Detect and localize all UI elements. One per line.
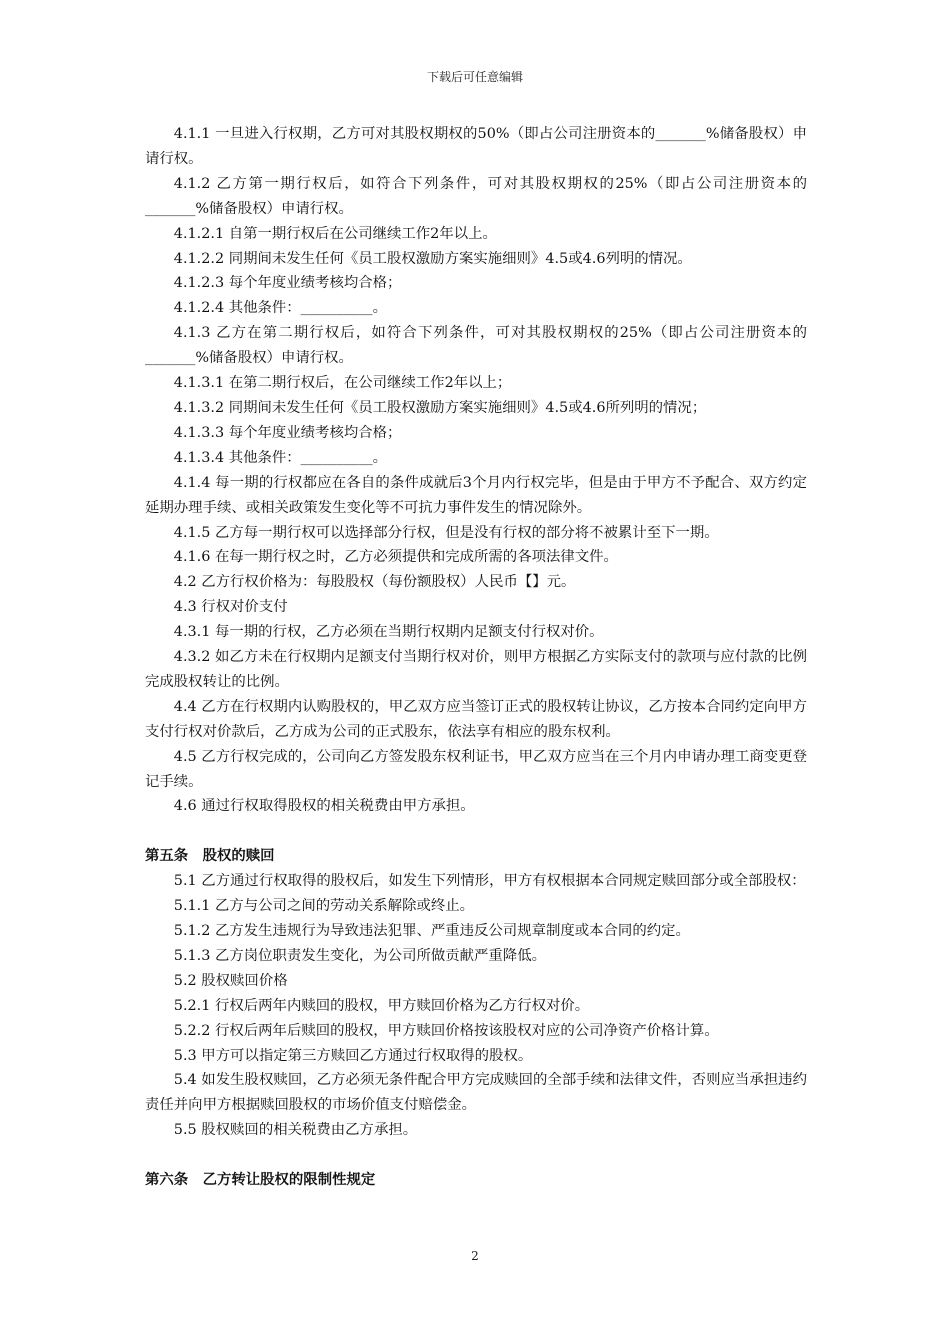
clause-4-4: 4.4 乙方在行权期内认购股权的，甲乙双方应当签订正式的股权转让协议，乙方按本合同约定向甲方支付行权对价款后，乙方成为公司的正式股东，依法享有相应的股东权利。 <box>145 698 807 740</box>
page-number: 2 <box>471 1249 479 1263</box>
clause-5-4: 5.4 如发生股权赎回，乙方必须无条件配合甲方完成赎回的全部手续和法律文件，否则应当承担违约责任并向甲方根据赎回股权的市场价值支付赔偿金。 <box>145 1072 807 1114</box>
clause-4-1-2-4: 4.1.2.4 其他条件：__________。 <box>173 300 388 317</box>
clause-5-3: 5.3 甲方可以指定第三方赎回乙方通过行权取得的股权。 <box>173 1047 533 1064</box>
clause-5-1-3: 5.1.3 乙方岗位职责发生变化，为公司所做贡献严重降低。 <box>173 947 546 964</box>
section-6-heading: 第六条 乙方转让股权的限制性规定 <box>145 1171 376 1189</box>
clause-5-1-2: 5.1.2 乙方发生违规行为导致违法犯罪、严重违反公司规章制度或本合同的约定。 <box>173 922 690 939</box>
clause-5-2-2: 5.2.2 行权后两年后赎回的股权，甲方赎回价格按该股权对应的公司净资产价格计算。 <box>173 1022 719 1039</box>
clause-5-5: 5.5 股权赎回的相关税费由乙方承担。 <box>173 1122 418 1139</box>
clause-4-3-2: 4.3.2 如乙方未在行权期内足额支付当期行权对价，则甲方根据乙方实际支付的款项与应付款的比例完成股权转让的比例。 <box>145 649 807 690</box>
clause-4-1-1: 4.1.1 一旦进入行权期，乙方可对其股权期权的50%（即占公司注册资本的_______%储备股权）申请行权。 <box>145 126 807 167</box>
clause-5-1-1: 5.1.1 乙方与公司之间的劳动关系解除或终止。 <box>173 898 475 915</box>
page-header: 下载后可任意编辑 <box>426 70 523 84</box>
clause-4-1-6: 4.1.6 在每一期行权之时，乙方必须提供和完成所需的各项法律文件。 <box>173 549 618 566</box>
clause-4-1-2-2: 4.1.2.2 同期间未发生任何《员工股权激励方案实施细则》4.5或4.6列明的情况。 <box>173 250 692 267</box>
clause-4-1-2-3: 4.1.2.3 每个年度业绩考核均合格； <box>173 275 402 292</box>
clause-4-1-3: 4.1.3 乙方在第二期行权后，如符合下列条件，可对其股权期权的25%（即占公司注册资本的_______%储备股权）申请行权。 <box>145 325 807 367</box>
clause-4-1-3-1: 4.1.3.1 在第二期行权后，在公司继续工作2年以上； <box>173 375 512 392</box>
clause-4-6: 4.6 通过行权取得股权的相关税费由甲方承担。 <box>173 798 475 815</box>
clause-5-1: 5.1 乙方通过行权取得的股权后，如发生下列情形，甲方有权根据本合同规定赎回部分或全部股权： <box>173 873 806 890</box>
clause-4-3: 4.3 行权对价支付 <box>173 599 288 616</box>
clause-4-1-3-3: 4.1.3.3 每个年度业绩考核均合格； <box>173 424 402 441</box>
clause-4-1-4: 4.1.4 每一期的行权都应在各自的条件成就后3个月内行权完毕，但是由于甲方不予配合、双方约定延期办理手续、或相关政策发生变化等不可抗力事件发生的情况除外。 <box>145 474 807 516</box>
clause-4-5: 4.5 乙方行权完成的，公司向乙方签发股东权利证书，甲乙双方应当在三个月内申请办理工商变更登记手续。 <box>145 748 807 790</box>
clause-5-2-1: 5.2.1 行权后两年内赎回的股权，甲方赎回价格为乙方行权对价。 <box>173 997 590 1014</box>
clause-4-1-2-1: 4.1.2.1 自第一期行权后在公司继续工作2年以上。 <box>173 225 497 242</box>
clause-4-1-3-4: 4.1.3.4 其他条件：__________。 <box>173 449 388 466</box>
clause-4-3-1: 4.3.1 每一期的行权，乙方必须在当期行权期内足额支付行权对价。 <box>173 624 604 641</box>
clause-5-2: 5.2 股权赎回价格 <box>173 972 288 989</box>
clause-4-1-2: 4.1.2 乙方第一期行权后，如符合下列条件，可对其股权期权的25%（即占公司注册资本的_______%储备股权）申请行权。 <box>145 175 807 217</box>
clause-4-2: 4.2 乙方行权价格为：每股股权（每份额股权）人民币【】元。 <box>173 574 576 591</box>
document-body <box>145 122 807 1193</box>
clause-4-1-5: 4.1.5 乙方每一期行权可以选择部分行权，但是没有行权的部分将不被累计至下一期。 <box>173 524 719 541</box>
section-5-heading: 第五条 股权的赎回 <box>145 847 275 865</box>
clause-4-1-3-2: 4.1.3.2 同期间未发生任何《员工股权激励方案实施细则》4.5或4.6所列明的情况； <box>173 399 707 416</box>
